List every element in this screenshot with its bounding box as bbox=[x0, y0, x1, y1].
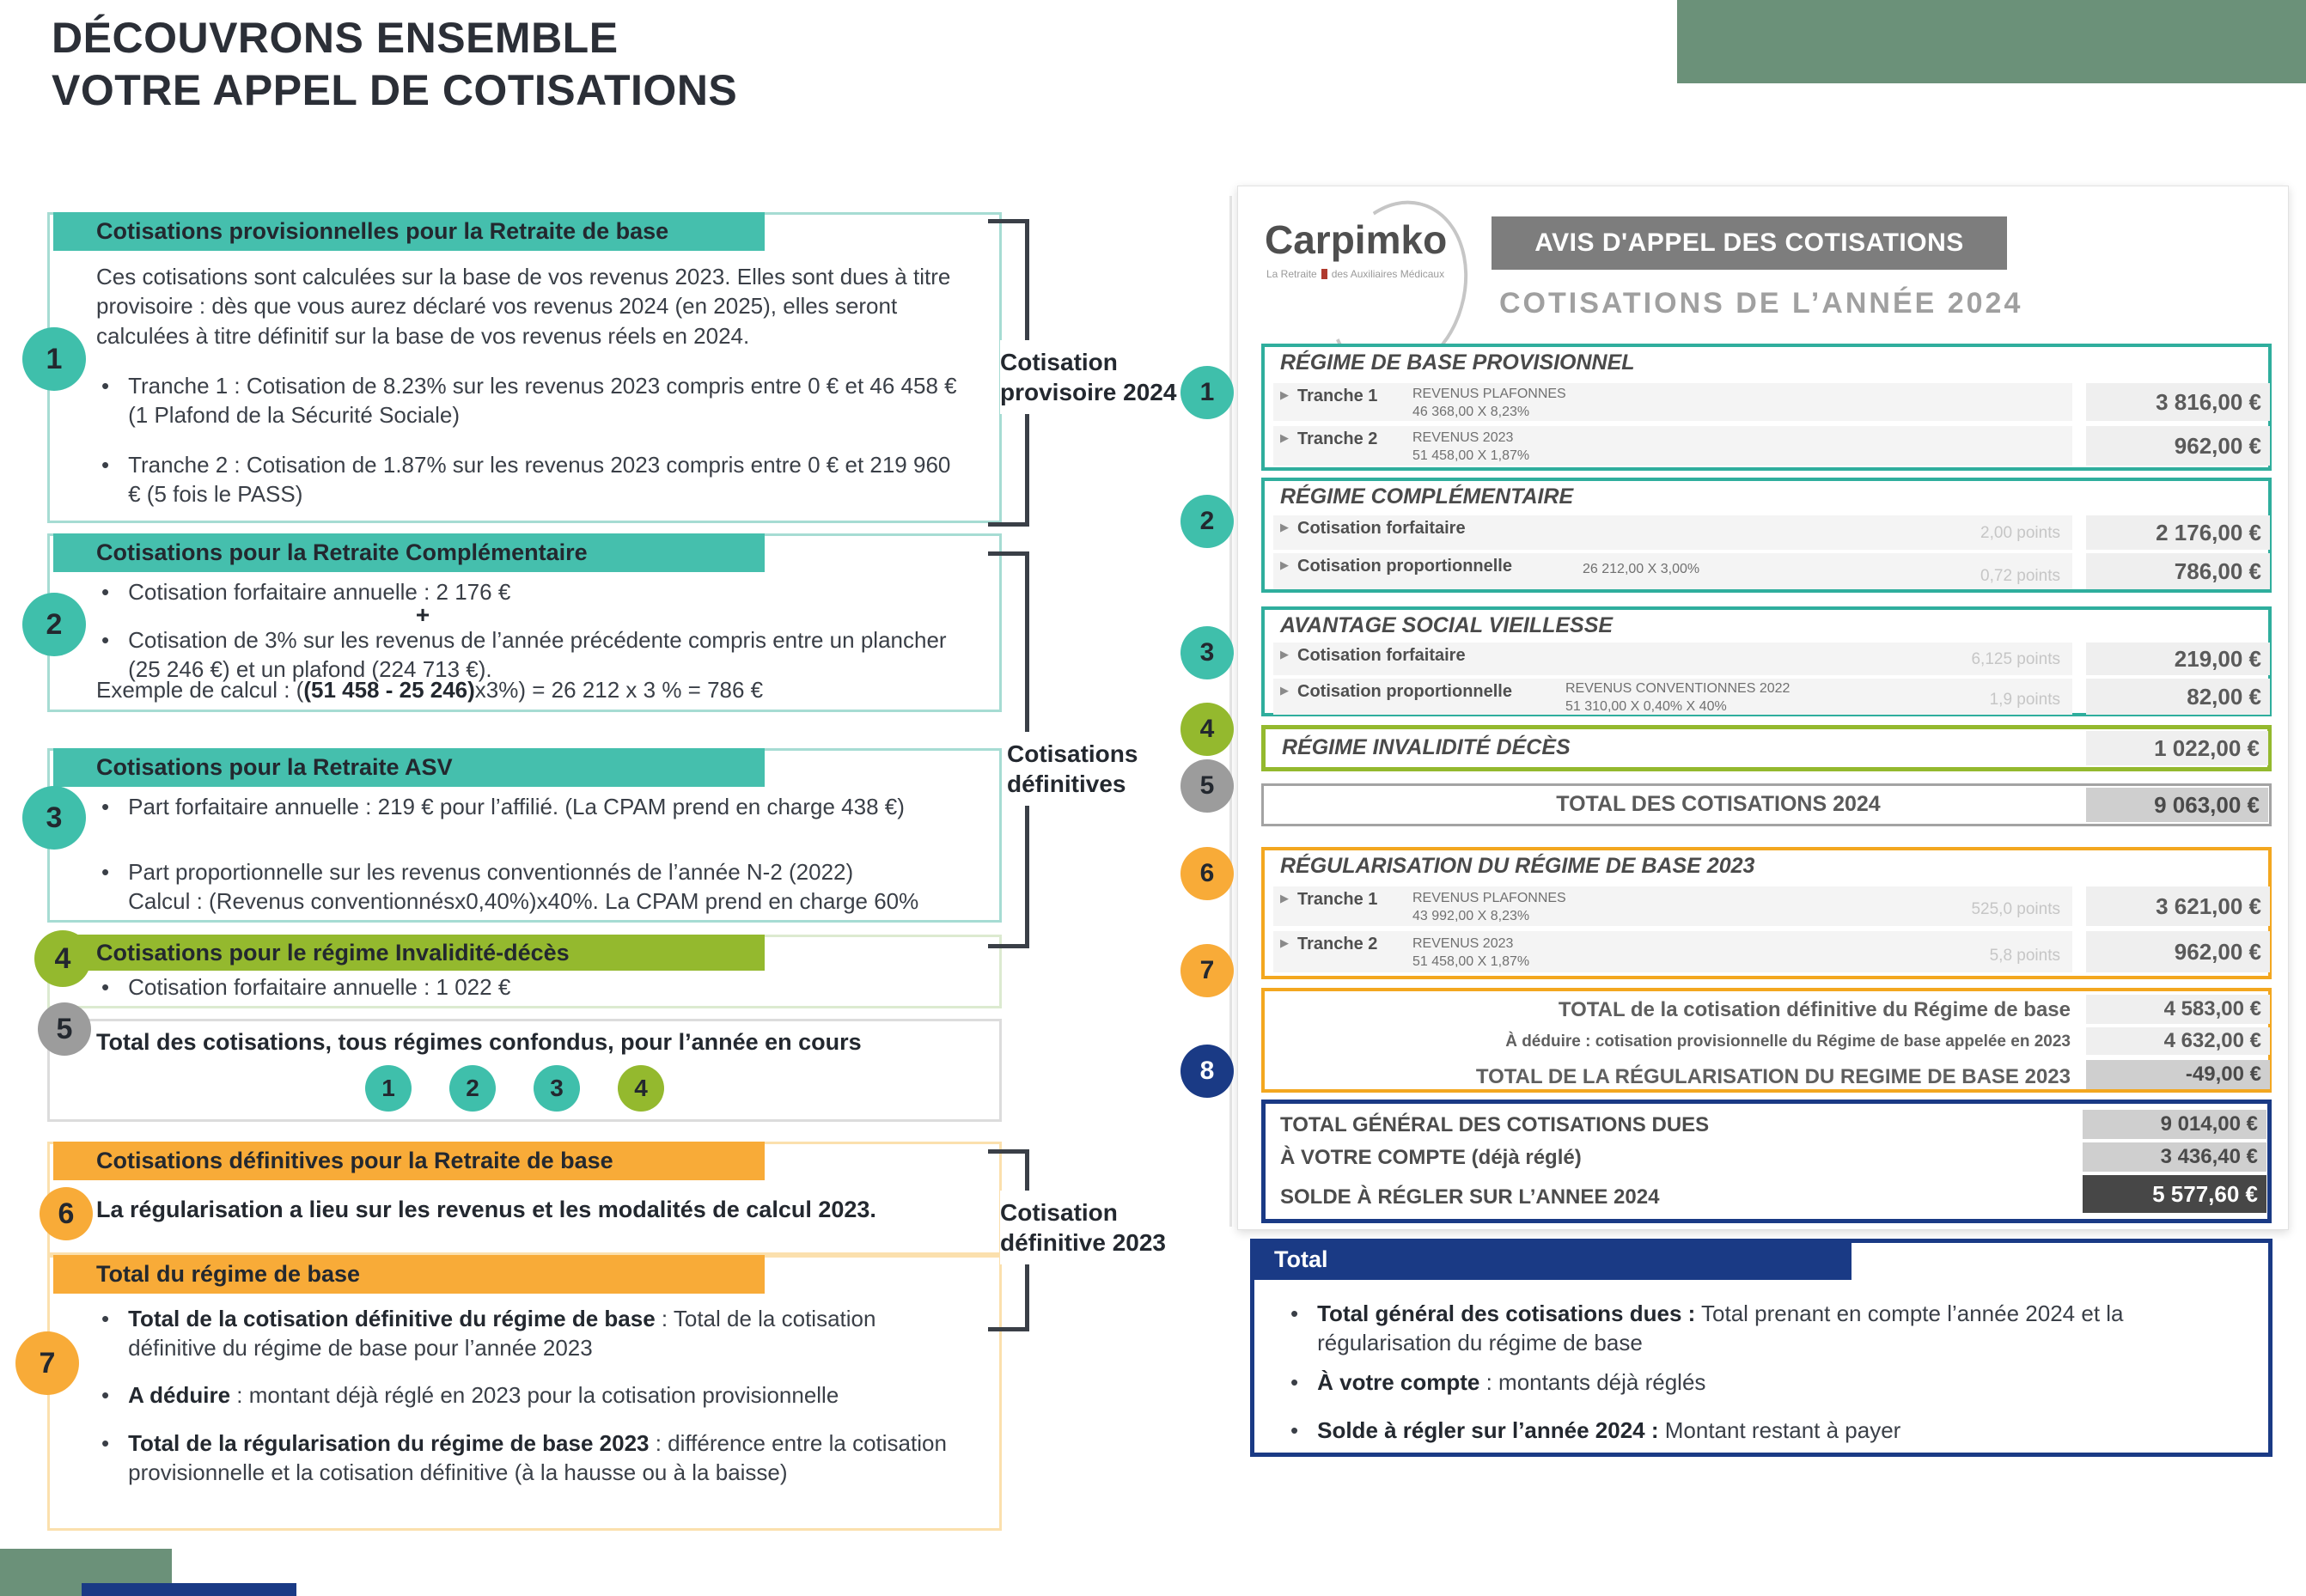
section1-header: Cotisations provisionnelles pour la Retraite de base bbox=[96, 218, 669, 244]
total-bullet3-bold: Solde à régler sur l’année 2024 : bbox=[1317, 1417, 1659, 1443]
doc-row bbox=[1273, 679, 2072, 715]
section7-bullet1-bold: Total de la cotisation définitive du régime de base bbox=[128, 1306, 656, 1331]
row-detail-line2: 51 458,00 X 1,87% bbox=[1412, 953, 1530, 969]
doc-row bbox=[1273, 643, 2072, 675]
bullet-icon: • bbox=[101, 627, 110, 653]
doc-badge-1: 1 bbox=[1180, 366, 1234, 419]
bullet-icon: • bbox=[101, 1430, 110, 1456]
total-bullet2-bold: À votre compte bbox=[1317, 1369, 1480, 1395]
row-amount: 786,00 € bbox=[2086, 553, 2270, 589]
row-points: 6,125 points bbox=[1971, 650, 2060, 668]
section7-bullet1-rest: : Total de la cotisation définitive du régime de base pour l’année 2023 bbox=[128, 1306, 876, 1361]
doc-badge-7: 7 bbox=[1180, 944, 1234, 997]
bullet-icon: • bbox=[1290, 1301, 1299, 1326]
mini-badge-2: 2 bbox=[449, 1065, 496, 1112]
bullet-icon: • bbox=[101, 859, 110, 885]
step-badge-1: 1 bbox=[22, 327, 86, 391]
section2-bullet2-text: Cotisation de 3% sur les revenus de l’année précédente compris entre un plancher (25 246 €) et un plafond (224 713 €). bbox=[128, 627, 947, 683]
label-cotisation-definitive-2023: Cotisation définitive 2023 bbox=[1000, 1191, 1185, 1264]
section7-header-bar bbox=[53, 1255, 765, 1294]
row-label: Cotisation forfaitaire bbox=[1297, 519, 1466, 538]
row-amount: 962,00 € bbox=[2086, 426, 2270, 466]
doc-badge-2: 2 bbox=[1180, 495, 1234, 548]
section1-bullet2-text: Tranche 2 : Cotisation de 1.87% sur les revenus 2023 compris entre 0 € et 219 960 € (5 fois le PASS) bbox=[128, 452, 951, 508]
arrow-icon: ▶ bbox=[1280, 558, 1289, 571]
section3-bullet2-line1: Part proportionnelle sur les revenus conventionnés de l’année N-2 (2022) bbox=[128, 859, 854, 885]
arrow-icon: ▶ bbox=[1280, 521, 1289, 533]
section6-header: Cotisations définitives pour la Retraite de base bbox=[96, 1148, 613, 1173]
row-amount-solde: 5 577,60 € bbox=[2083, 1175, 2266, 1213]
doc-badge-3: 3 bbox=[1180, 626, 1234, 679]
total-bullet2 bbox=[1290, 1368, 2218, 1397]
bullet-icon: • bbox=[1290, 1369, 1299, 1395]
total-bullet1-bold: Total général des cotisations dues : bbox=[1317, 1301, 1696, 1326]
doc-compl-title: RÉGIME COMPLÉMENTAIRE bbox=[1280, 484, 1574, 509]
step-badge-4: 4 bbox=[34, 930, 91, 987]
section3-bullet2 bbox=[101, 857, 961, 917]
decor-top-right-rect bbox=[1677, 0, 2306, 83]
doc-badge-6: 6 bbox=[1180, 847, 1234, 900]
total-bullet1 bbox=[1290, 1299, 2218, 1358]
grand-total-label3: SOLDE À RÉGLER SUR L’ANNEE 2024 bbox=[1280, 1185, 1660, 1209]
row-amount: 3 436,40 € bbox=[2083, 1142, 2266, 1172]
decor-bottom-blue-rect bbox=[82, 1583, 296, 1596]
example-bold: (51 458 - 25 246) bbox=[303, 677, 475, 703]
section3-bullet1-text: Part forfaitaire annuelle : 219 € pour l’affilié. (La CPAM prend en charge 438 €) bbox=[128, 794, 905, 819]
step-badge-7: 7 bbox=[15, 1331, 79, 1395]
row-amount: 219,00 € bbox=[2086, 643, 2270, 675]
row-points: 5,8 points bbox=[1989, 947, 2060, 965]
doc-regul-title: RÉGULARISATION DU RÉGIME DE BASE 2023 bbox=[1280, 854, 1755, 878]
section2-example bbox=[96, 675, 964, 704]
row-detail-line1: 26 212,00 X 3,00% bbox=[1583, 562, 1700, 576]
tagline-part1: La Retraite bbox=[1266, 268, 1317, 280]
row-amount: -49,00 € bbox=[2086, 1060, 2270, 1089]
row-detail-line2: 46 368,00 X 8,23% bbox=[1412, 404, 1530, 419]
row-amount: 4 583,00 € bbox=[2086, 995, 2270, 1024]
doc-badge-8: 8 bbox=[1180, 1045, 1234, 1098]
example-suffix: x3%) = 26 212 x 3 % = 786 € bbox=[474, 677, 764, 703]
page-title-line1: DÉCOUVRONS ENSEMBLE bbox=[52, 14, 619, 62]
row-label: Tranche 2 bbox=[1297, 429, 1378, 448]
row-amount: 1 022,00 € bbox=[2086, 731, 2268, 765]
doc-badge-5: 5 bbox=[1180, 759, 1234, 813]
arrow-icon: ▶ bbox=[1280, 431, 1289, 444]
section7-bullet1 bbox=[101, 1304, 961, 1363]
step-badge-2: 2 bbox=[22, 593, 86, 656]
total-bullet1-rest: Total prenant en compte l’année 2024 et la régularisation du régime de base bbox=[1317, 1301, 2124, 1356]
row-detail bbox=[1412, 935, 1529, 972]
row-label: Tranche 1 bbox=[1297, 890, 1378, 909]
row-amount: 9 014,00 € bbox=[2083, 1110, 2266, 1139]
doc-row bbox=[1273, 426, 2072, 466]
mini-badge-3: 3 bbox=[534, 1065, 580, 1112]
row-detail-line1: REVENUS CONVENTIONNES 2022 bbox=[1565, 681, 1791, 696]
bullet-icon: • bbox=[101, 373, 110, 399]
arrow-icon: ▶ bbox=[1280, 684, 1289, 697]
row-detail-line1: REVENUS PLAFONNES bbox=[1412, 387, 1566, 401]
label-cotisations-definitives: Cotisations définitives bbox=[1007, 732, 1166, 806]
total-explanation-header: Total bbox=[1250, 1239, 1852, 1280]
section3-header: Cotisations pour la Retraite ASV bbox=[96, 754, 453, 780]
page-title bbox=[52, 12, 737, 117]
total-bullet3 bbox=[1290, 1416, 2218, 1445]
section4-bullet1 bbox=[101, 972, 961, 1002]
doc-row bbox=[1273, 931, 2072, 972]
section7-bullet3-rest: : différence entre la cotisation provisionnelle et la cotisation définitive (à la hausse ou à la baisse) bbox=[128, 1430, 947, 1486]
row-amount: 2 176,00 € bbox=[2086, 515, 2270, 550]
row-detail-line2: 51 310,00 X 0,40% X 40% bbox=[1565, 698, 1727, 714]
section2-header: Cotisations pour la Retraite Complémentaire bbox=[96, 539, 588, 565]
carpimko-tagline bbox=[1266, 268, 1444, 280]
total-bullet3-text bbox=[1317, 1416, 1900, 1445]
bullet-icon: • bbox=[101, 579, 110, 605]
section2-bullet1-text: Cotisation forfaitaire annuelle : 2 176 € bbox=[128, 579, 511, 605]
row-amount: 962,00 € bbox=[2086, 931, 2270, 972]
doc-row bbox=[1273, 515, 2072, 550]
regul-total-label1: TOTAL de la cotisation définitive du Régime de base bbox=[1558, 998, 2071, 1021]
row-amount: 9 063,00 € bbox=[2086, 788, 2268, 822]
regul-total-label3: TOTAL DE LA RÉGULARISATION DU REGIME DE BASE 2023 bbox=[1475, 1065, 2071, 1088]
logo-red-mark bbox=[1321, 269, 1327, 279]
doc-row bbox=[1273, 886, 2072, 926]
section1-bullet1 bbox=[101, 371, 961, 430]
avis-subtitle: COTISATIONS DE L’ANNÉE 2024 bbox=[1499, 287, 2023, 320]
step-badge-5: 5 bbox=[38, 1002, 91, 1056]
row-detail bbox=[1412, 429, 1529, 466]
section2-plus-sign: + bbox=[415, 601, 430, 628]
doc-base-prov-title: RÉGIME DE BASE PROVISIONNEL bbox=[1280, 350, 1635, 375]
section7-bullet2-rest: : montant déjà réglé en 2023 pour la cotisation provisionnelle bbox=[230, 1382, 839, 1408]
grand-total-label1: TOTAL GÉNÉRAL DES COTISATIONS DUES bbox=[1280, 1113, 1710, 1136]
row-points: 1,9 points bbox=[1989, 691, 2060, 709]
section7-bullet3 bbox=[101, 1428, 961, 1488]
section6-header-bar bbox=[53, 1142, 765, 1180]
doc-asv-title: AVANTAGE SOCIAL VIEILLESSE bbox=[1280, 613, 1614, 637]
row-points: 0,72 points bbox=[1980, 567, 2060, 585]
row-label: Cotisation proportionnelle bbox=[1297, 557, 1512, 576]
doc-total2024-label: TOTAL DES COTISATIONS 2024 bbox=[1556, 792, 1881, 816]
mini-badge-1: 1 bbox=[365, 1065, 412, 1112]
row-label: Tranche 2 bbox=[1297, 935, 1378, 953]
section3-bullet2-text bbox=[128, 857, 918, 917]
example-prefix: Exemple de calcul : ( bbox=[96, 677, 304, 703]
grand-total-label2: À VOTRE COMPTE (déjà réglé) bbox=[1280, 1146, 1582, 1169]
bullet-icon: • bbox=[101, 452, 110, 478]
row-detail bbox=[1565, 680, 1790, 716]
row-detail-line1: REVENUS 2023 bbox=[1412, 430, 1514, 445]
bullet-icon: • bbox=[101, 1382, 110, 1408]
doc-invalidite-title: RÉGIME INVALIDITÉ DÉCÈS bbox=[1282, 735, 1571, 759]
arrow-icon: ▶ bbox=[1280, 648, 1289, 661]
section7-bullet3-bold: Total de la régularisation du régime de base 2023 bbox=[128, 1430, 650, 1456]
row-label: Cotisation forfaitaire bbox=[1297, 646, 1466, 665]
avis-banner: AVIS D'APPEL DES COTISATIONS bbox=[1492, 216, 2007, 270]
row-label: Tranche 1 bbox=[1297, 387, 1378, 405]
section1-paragraph: Ces cotisations sont calculées sur la base de vos revenus 2023. Elles sont dues à titre provisoire : dès que vous aurez déclaré vos revenus 2024 (en 2025), elles seront calculées à titre définitif sur la base de vos revenus réels en 2024. bbox=[96, 264, 951, 349]
bullet-icon: • bbox=[101, 974, 110, 1000]
arrow-icon: ▶ bbox=[1280, 936, 1289, 949]
row-points: 525,0 points bbox=[1971, 900, 2060, 918]
section3-header-bar bbox=[53, 748, 765, 787]
row-amount: 3 621,00 € bbox=[2086, 886, 2270, 926]
bullet-icon: • bbox=[1290, 1417, 1299, 1443]
bullet-icon: • bbox=[101, 1306, 110, 1331]
total-bullet2-rest: : montants déjà réglés bbox=[1479, 1369, 1706, 1395]
arrow-icon: ▶ bbox=[1280, 892, 1289, 905]
row-points: 2,00 points bbox=[1980, 524, 2060, 542]
row-detail bbox=[1412, 890, 1566, 926]
arrow-icon: ▶ bbox=[1280, 388, 1289, 401]
step-badge-3: 3 bbox=[22, 786, 86, 850]
section7-bullet2-text bbox=[128, 1380, 839, 1410]
total-bullet2-text bbox=[1317, 1368, 1705, 1397]
section2-header-bar bbox=[53, 533, 765, 572]
step-badge-6: 6 bbox=[40, 1187, 93, 1240]
total-bullet3-rest: Montant restant à payer bbox=[1658, 1417, 1901, 1443]
section3-bullet2-line2: Calcul : (Revenus conventionnésx0,40%)x40%. La CPAM prend en charge 60% bbox=[128, 888, 919, 915]
carpimko-logo: Carpimko bbox=[1265, 217, 1448, 262]
section4-bullet1-text: Cotisation forfaitaire annuelle : 1 022 € bbox=[128, 974, 511, 1000]
regul-total-label2: À déduire : cotisation provisionnelle du Régime de base appelée en 2023 bbox=[1505, 1033, 2071, 1051]
row-detail bbox=[1583, 561, 1699, 579]
bullet-icon: • bbox=[101, 794, 110, 819]
row-detail bbox=[1412, 386, 1566, 422]
mini-badge-4: 4 bbox=[618, 1065, 664, 1112]
row-amount: 82,00 € bbox=[2086, 679, 2270, 715]
section1-bullet1-text: Tranche 1 : Cotisation de 8.23% sur les revenus 2023 compris entre 0 € et 46 458 € (1 Plafond de la Sécurité Sociale) bbox=[128, 373, 957, 429]
doc-badge-4: 4 bbox=[1180, 703, 1234, 756]
section5-text: Total des cotisations, tous régimes confondus, pour l’année en cours bbox=[96, 1029, 862, 1055]
row-amount: 3 816,00 € bbox=[2086, 383, 2270, 421]
total-bullet1-text bbox=[1317, 1299, 2218, 1358]
section7-bullet1-text bbox=[128, 1304, 961, 1363]
section7-bullet3-text bbox=[128, 1428, 961, 1488]
section3-bullet1 bbox=[101, 792, 961, 821]
section7-header: Total du régime de base bbox=[96, 1261, 361, 1287]
label-cotisation-provisoire-2024: Cotisation provisoire 2024 bbox=[1000, 340, 1180, 414]
section1-bullet2 bbox=[101, 450, 961, 509]
row-detail-line1: REVENUS PLAFONNES bbox=[1412, 891, 1566, 905]
section4-header-bar bbox=[53, 935, 765, 971]
section1-header-bar bbox=[53, 212, 765, 251]
doc-row bbox=[1273, 553, 2072, 589]
doc-row bbox=[1273, 383, 2072, 421]
row-amount: 4 632,00 € bbox=[2086, 1027, 2270, 1055]
section4-header: Cotisations pour le régime Invalidité-décès bbox=[96, 939, 570, 966]
section7-bullet2-bold: A déduire bbox=[128, 1382, 231, 1408]
row-label: Cotisation proportionnelle bbox=[1297, 682, 1512, 701]
tagline-part2: des Auxiliaires Médicaux bbox=[1331, 268, 1445, 280]
section6-text: La régularisation a lieu sur les revenus et les modalités de calcul 2023. bbox=[96, 1197, 876, 1222]
row-detail-line1: REVENUS 2023 bbox=[1412, 936, 1514, 951]
section7-bullet2 bbox=[101, 1380, 961, 1410]
row-detail-line2: 51 458,00 X 1,87% bbox=[1412, 448, 1530, 463]
page-title-line2: VOTRE APPEL DE COTISATIONS bbox=[52, 66, 738, 114]
row-detail-line2: 43 992,00 X 8,23% bbox=[1412, 908, 1530, 923]
